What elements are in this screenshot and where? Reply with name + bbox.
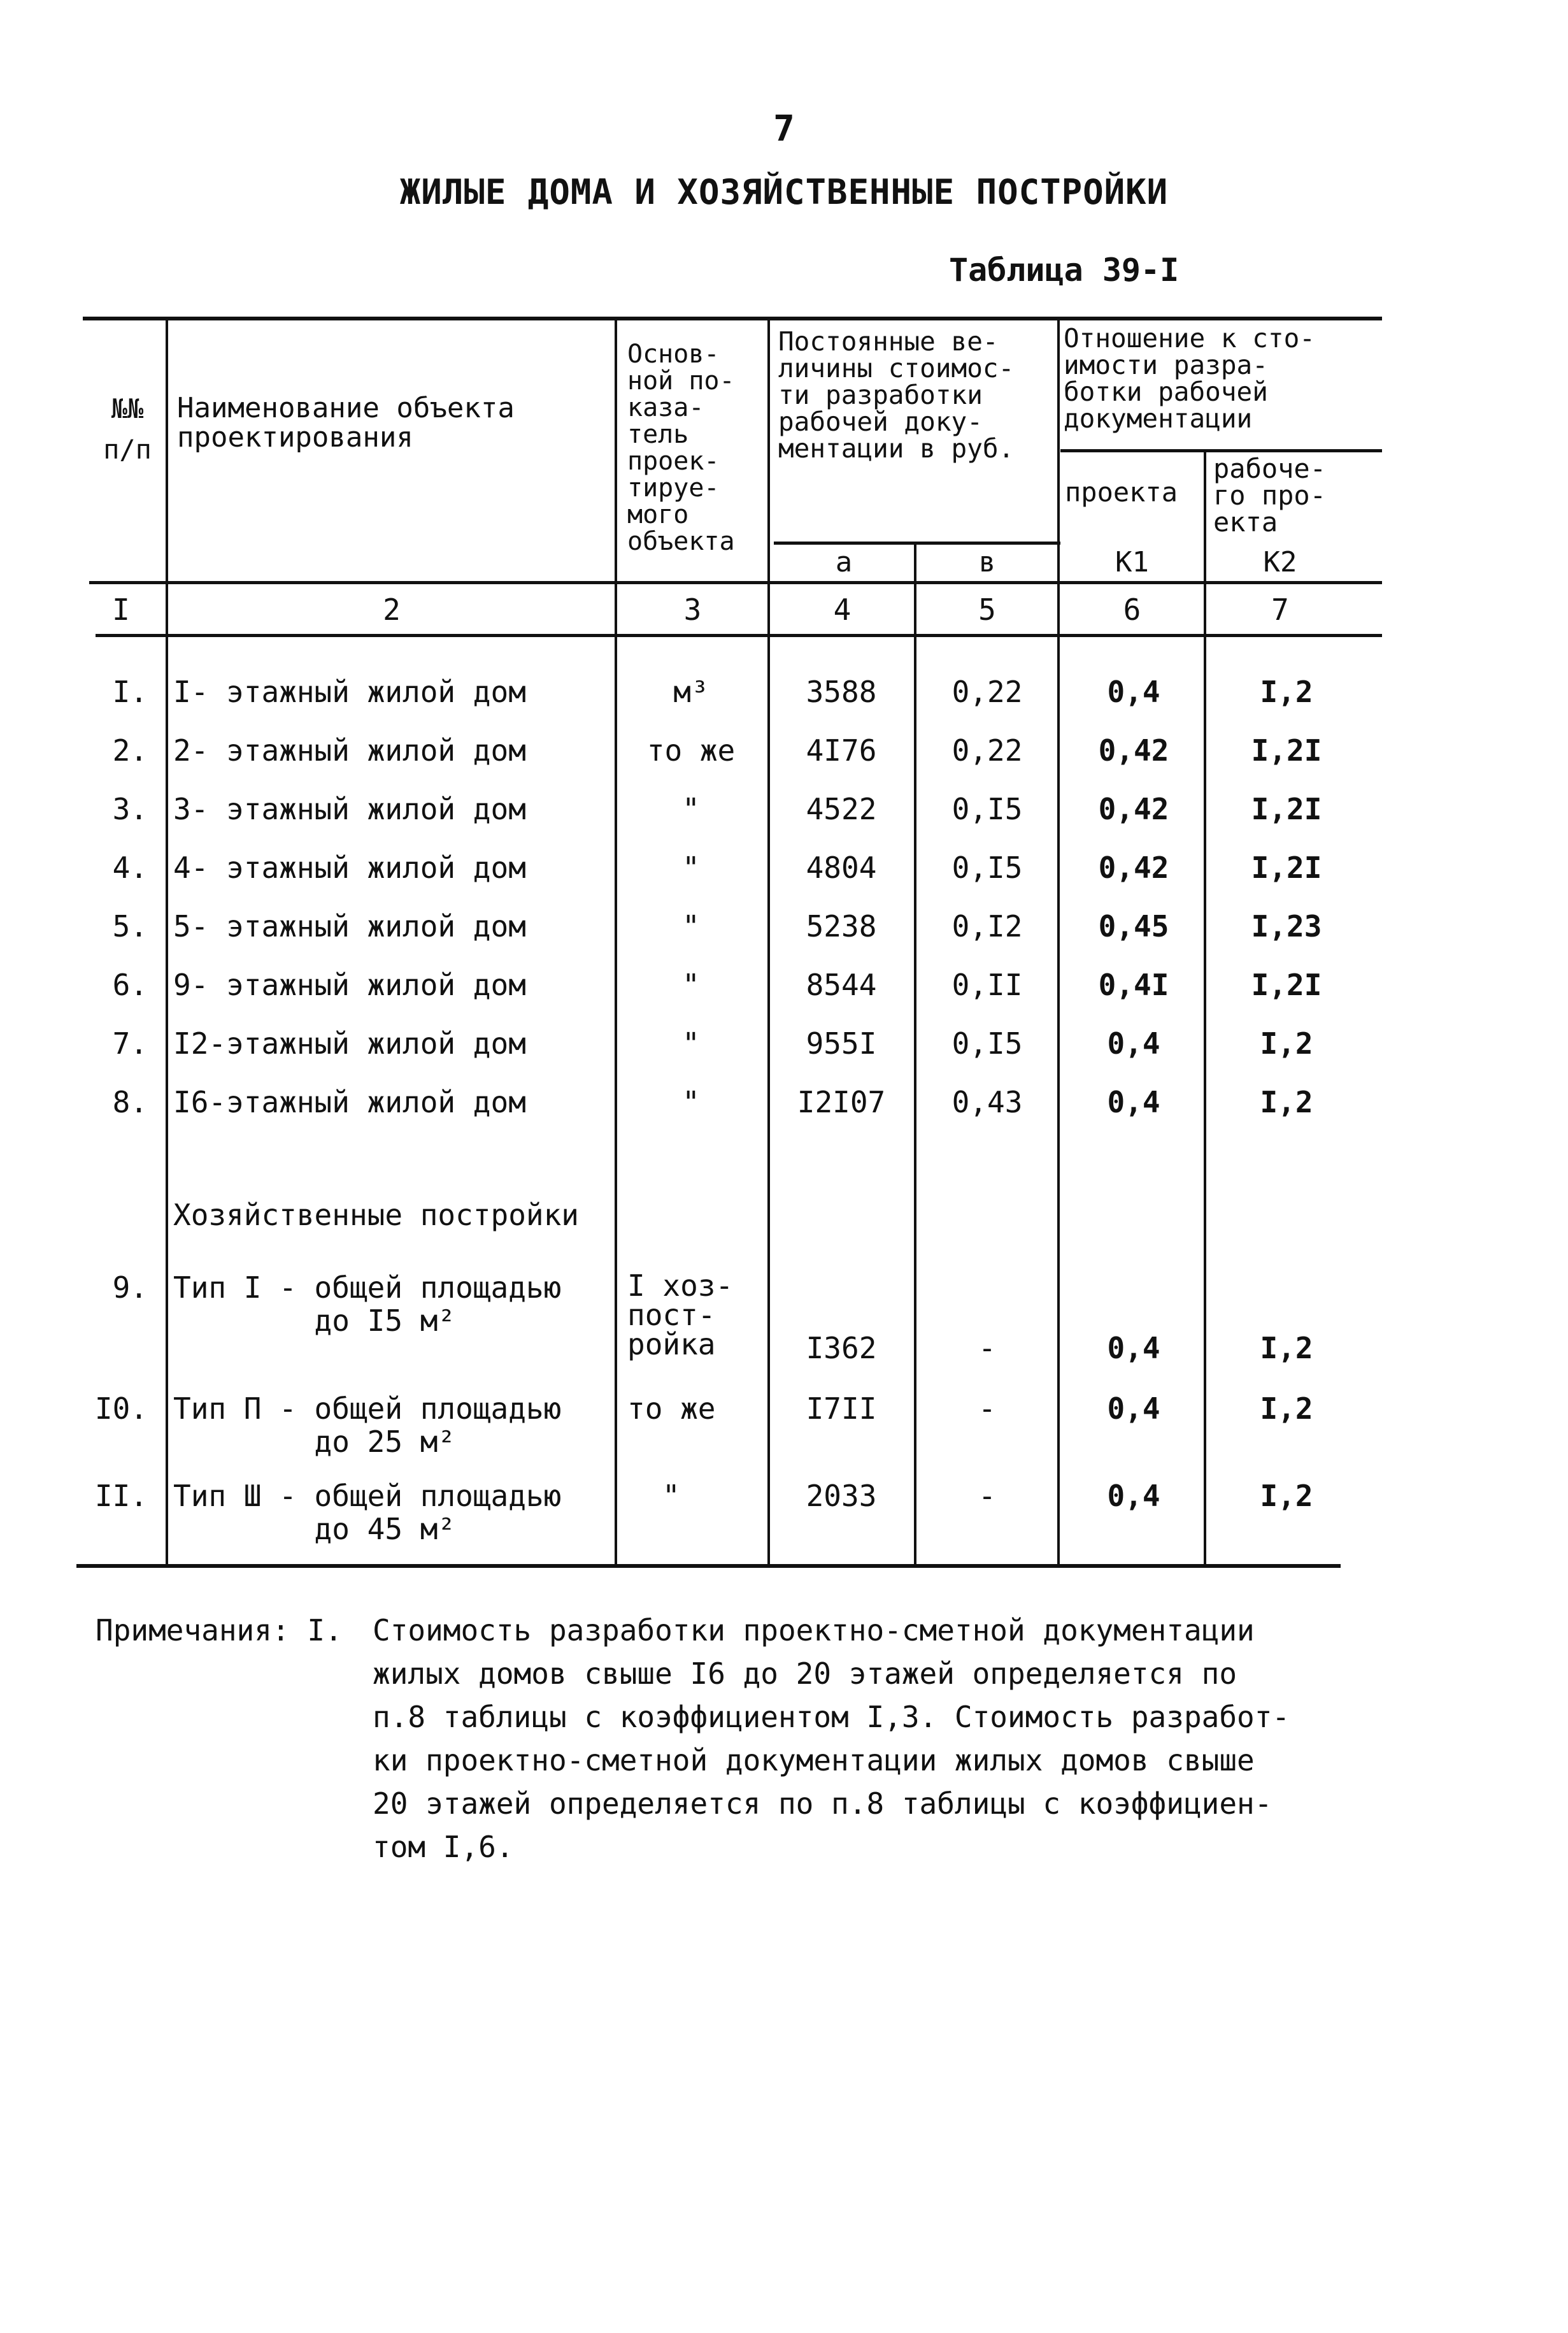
header-constants: Постоянные ве- личины стоимос- ти разработки рабочей доку- ментации в руб.: [778, 326, 1015, 464]
row-unit: I хоз- пост- ройка: [627, 1268, 734, 1361]
row-k2: I,2: [1260, 675, 1313, 709]
row-b: 0,II: [951, 968, 1023, 1002]
row-a: 2033: [806, 1479, 877, 1513]
row-num: I.: [112, 675, 148, 709]
row-k2: I,2: [1260, 1026, 1313, 1061]
row-b: -: [978, 1331, 996, 1365]
row-k2: I,23: [1251, 909, 1322, 944]
row-name: 5- этажный жилой дом: [173, 909, 526, 944]
row-num: 8.: [112, 1085, 148, 1119]
row-num: 7.: [112, 1026, 148, 1061]
row-unit: то же: [627, 1391, 716, 1426]
ratio-subheader-line: [1060, 449, 1382, 452]
header-sub-k1: К1: [1115, 546, 1149, 578]
row-k1: 0,4: [1107, 1391, 1160, 1426]
section-title: Хозяйственные постройки: [173, 1198, 579, 1232]
row-unit: ": [662, 1479, 680, 1513]
colnum-4: 4: [833, 592, 852, 627]
row-name: Тип Ш - общей площадью до 45 м²: [173, 1479, 562, 1546]
row-unit: ": [682, 792, 700, 826]
header-ratio: Отношение к сто- имости разра- ботки рабочей документации: [1064, 323, 1315, 434]
row-num: 6.: [112, 968, 148, 1002]
row-k1: 0,42: [1098, 792, 1169, 826]
header-bottom-line: [89, 581, 1382, 584]
row-unit: ": [682, 968, 700, 1002]
row-name: 9- этажный жилой дом: [173, 968, 526, 1002]
row-b: 0,43: [951, 1085, 1023, 1119]
col-divider-4: [914, 542, 916, 1564]
row-unit: ": [682, 851, 700, 885]
header-indicator: Основ- ной по- каза- тель проек- тируе- мого объекта: [627, 340, 735, 556]
row-a: 4804: [806, 851, 877, 885]
row-k1: 0,4I: [1098, 968, 1169, 1002]
row-unit: ": [682, 1026, 700, 1061]
row-unit: ": [682, 909, 700, 944]
row-a: 955I: [806, 1026, 877, 1061]
notes-label: Примечания: I.: [96, 1613, 343, 1647]
header-ratio-working: рабоче- го про- екта: [1213, 453, 1327, 538]
page-title: ЖИЛЫЕ ДОМА И ХОЗЯЙСТВЕННЫЕ ПОСТРОЙКИ: [399, 172, 1169, 212]
row-b: 0,22: [951, 675, 1023, 709]
colnum-6: 6: [1123, 592, 1141, 627]
row-name: Тип П - общей площадью до 25 м²: [173, 1391, 562, 1459]
row-num: 9.: [112, 1270, 148, 1305]
row-b: -: [978, 1391, 996, 1426]
row-b: 0,I5: [951, 851, 1023, 885]
row-name: I- этажный жилой дом: [173, 675, 526, 709]
row-a: 8544: [806, 968, 877, 1002]
row-num: 4.: [112, 851, 148, 885]
row-k2: I,2: [1260, 1391, 1313, 1426]
colnum-1: I: [112, 592, 130, 627]
table-top-border: [83, 317, 1382, 320]
row-num: II.: [94, 1479, 148, 1513]
row-k1: 0,4: [1107, 675, 1160, 709]
row-a: I362: [806, 1331, 877, 1365]
row-num: 2.: [112, 733, 148, 768]
header-sub-a: а: [835, 546, 853, 578]
col-divider-3: [767, 319, 770, 1564]
row-k1: 0,4: [1107, 1085, 1160, 1119]
colnum-7: 7: [1271, 592, 1289, 627]
row-k1: 0,45: [1098, 909, 1169, 944]
col-divider-1: [166, 319, 168, 1564]
constants-subheader-line: [774, 542, 1060, 545]
row-k1: 0,4: [1107, 1026, 1160, 1061]
header-ratio-project: проекта: [1065, 477, 1178, 508]
header-name: Наименование объекта проектирования: [177, 392, 515, 454]
row-unit: то же: [646, 733, 736, 768]
row-k2: I,2: [1260, 1331, 1313, 1365]
row-name: 4- этажный жилой дом: [173, 851, 526, 885]
col-divider-5: [1057, 319, 1060, 1564]
page-number: 7: [773, 108, 795, 150]
header-sub-k2: К2: [1263, 546, 1297, 578]
row-a: 3588: [806, 675, 877, 709]
row-b: -: [978, 1479, 996, 1513]
col-divider-2: [615, 319, 617, 1564]
row-k2: I,2: [1260, 1479, 1313, 1513]
row-a: 4I76: [806, 733, 877, 768]
row-num: 3.: [112, 792, 148, 826]
row-name: I2-этажный жилой дом: [173, 1026, 526, 1061]
colnum-2: 2: [383, 592, 401, 627]
row-k2: I,2I: [1251, 851, 1322, 885]
row-k2: I,2I: [1251, 968, 1322, 1002]
row-num: 5.: [112, 909, 148, 944]
row-k2: I,2I: [1251, 733, 1322, 768]
colnum-3: 3: [683, 592, 702, 627]
row-unit: ": [682, 1085, 700, 1119]
row-b: 0,I5: [951, 792, 1023, 826]
row-a: 4522: [806, 792, 877, 826]
table-bottom-border: [76, 1564, 1341, 1568]
row-num: I0.: [94, 1391, 148, 1426]
row-name: I6-этажный жилой дом: [173, 1085, 526, 1119]
notes-text: Стоимость разработки проектно-сметной документации жилых домов свыше I6 до 20 этажей определяется по п.8 таблицы с коэффициентом I,3. Стоимость разработ- ки проектно-сметной документации жилых домов свыше 20 этажей определяется по п.8 таблицы с коэффициен- том I,6.: [373, 1613, 1290, 1864]
header-num: №№ п/п: [103, 393, 152, 465]
row-name: Тип I - общей площадью до I5 м²: [173, 1270, 562, 1338]
row-unit: м³: [673, 675, 709, 709]
row-k2: I,2: [1260, 1085, 1313, 1119]
header-sub-b: в: [978, 546, 996, 578]
table-label: Таблица 39-I: [949, 252, 1180, 289]
row-name: 3- этажный жилой дом: [173, 792, 526, 826]
row-name: 2- этажный жилой дом: [173, 733, 526, 768]
row-a: I2I07: [797, 1085, 886, 1119]
row-k1: 0,42: [1098, 851, 1169, 885]
row-a: I7II: [806, 1391, 877, 1426]
row-k1: 0,4: [1107, 1331, 1160, 1365]
row-k2: I,2I: [1251, 792, 1322, 826]
row-b: 0,I5: [951, 1026, 1023, 1061]
row-b: 0,I2: [951, 909, 1023, 944]
row-k1: 0,4: [1107, 1479, 1160, 1513]
colnum-bottom-line: [96, 634, 1382, 637]
row-a: 5238: [806, 909, 877, 944]
colnum-5: 5: [978, 592, 996, 627]
row-k1: 0,42: [1098, 733, 1169, 768]
row-b: 0,22: [951, 733, 1023, 768]
